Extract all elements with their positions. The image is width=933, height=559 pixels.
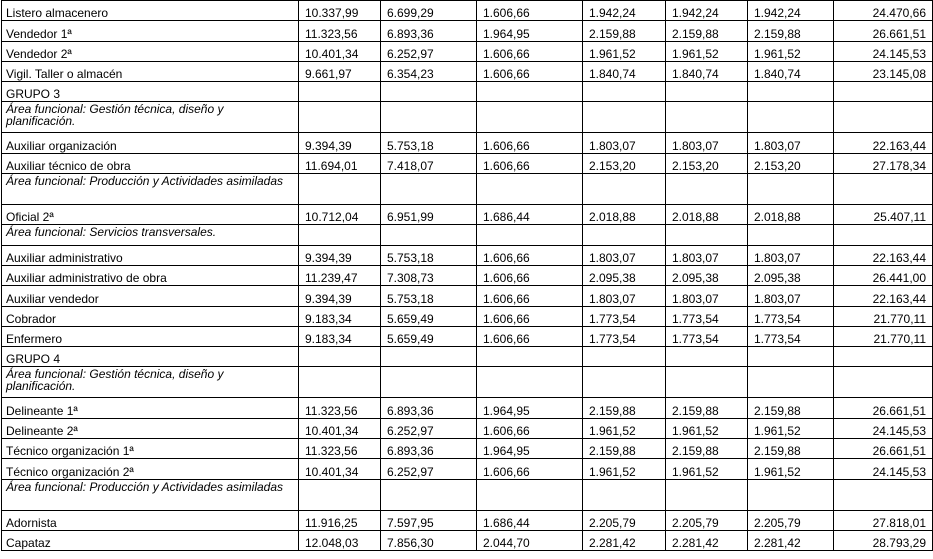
amount-cell: 2.018,88 (748, 205, 834, 225)
amount-cell: 7.418,07 (381, 153, 477, 173)
total-cell: 26.661,51 (834, 398, 933, 418)
total-cell: 27.178,34 (834, 153, 933, 173)
empty-cell (477, 82, 583, 102)
total-cell: 23.145,08 (834, 61, 933, 81)
amount-cell: 7.308,73 (381, 265, 477, 285)
total-cell: 28.793,29 (834, 530, 933, 550)
table-row (2, 265, 933, 285)
area-heading-row (2, 225, 933, 245)
total-cell: 24.145,53 (834, 41, 933, 61)
empty-cell (834, 225, 933, 245)
amount-cell: 6.893,36 (381, 21, 477, 41)
table-row (2, 418, 933, 438)
amount-cell: 1.803,07 (748, 245, 834, 265)
total-cell: 24.470,66 (834, 1, 933, 21)
amount-cell: 1.803,07 (666, 245, 748, 265)
empty-cell (834, 82, 933, 102)
empty-cell (666, 174, 748, 205)
amount-cell: 5.753,18 (381, 286, 477, 306)
area-heading-row (2, 102, 933, 133)
empty-cell (748, 102, 834, 133)
amount-cell: 6.951,99 (381, 205, 477, 225)
empty-cell (299, 347, 381, 367)
area-heading-row (2, 479, 933, 510)
empty-cell (834, 174, 933, 205)
category-label: Vigil. Taller o almacén (2, 61, 299, 81)
amount-cell: 6.893,36 (381, 398, 477, 418)
category-label: Vendedor 2ª (2, 41, 299, 61)
table-row (2, 286, 933, 306)
amount-cell: 7.597,95 (381, 510, 477, 530)
group-heading: GRUPO 4 (2, 347, 299, 367)
empty-cell (583, 82, 666, 102)
amount-cell: 9.661,97 (299, 61, 381, 81)
empty-cell (666, 479, 748, 510)
category-label: Técnico organización 2ª (2, 459, 299, 479)
empty-cell (299, 225, 381, 245)
amount-cell: 1.961,52 (748, 41, 834, 61)
category-label: Delineante 2ª (2, 418, 299, 438)
table-row (2, 61, 933, 81)
amount-cell: 1.942,24 (666, 1, 748, 21)
table-row (2, 1, 933, 21)
category-label: Oficial 2ª (2, 205, 299, 225)
salary-table-body (2, 1, 933, 551)
empty-cell (583, 102, 666, 133)
amount-cell: 2.159,88 (666, 439, 748, 459)
amount-cell: 9.394,39 (299, 245, 381, 265)
amount-cell: 2.205,79 (583, 510, 666, 530)
amount-cell: 2.095,38 (583, 265, 666, 285)
amount-cell: 2.159,88 (748, 21, 834, 41)
empty-cell (381, 102, 477, 133)
category-label: Auxiliar organización (2, 133, 299, 153)
amount-cell: 1.961,52 (748, 459, 834, 479)
amount-cell: 1.840,74 (583, 61, 666, 81)
table-row (2, 153, 933, 173)
total-cell: 21.770,11 (834, 326, 933, 346)
category-label: Auxiliar técnico de obra (2, 153, 299, 173)
amount-cell: 1.803,07 (748, 133, 834, 153)
amount-cell: 1.606,66 (477, 245, 583, 265)
amount-cell: 2.018,88 (666, 205, 748, 225)
amount-cell: 1.773,54 (666, 326, 748, 346)
amount-cell: 2.159,88 (748, 439, 834, 459)
category-label: Enfermero (2, 326, 299, 346)
amount-cell: 1.803,07 (666, 286, 748, 306)
amount-cell: 5.659,49 (381, 306, 477, 326)
amount-cell: 2.153,20 (666, 153, 748, 173)
amount-cell: 9.183,34 (299, 326, 381, 346)
amount-cell: 1.803,07 (583, 245, 666, 265)
amount-cell: 1.606,66 (477, 1, 583, 21)
amount-cell: 12.048,03 (299, 530, 381, 550)
area-heading: Área funcional: Producción y Actividades asimiladas (2, 479, 299, 510)
category-label: Delineante 1ª (2, 398, 299, 418)
total-cell: 22.163,44 (834, 245, 933, 265)
amount-cell: 6.699,29 (381, 1, 477, 21)
amount-cell: 1.961,52 (583, 418, 666, 438)
total-cell: 25.407,11 (834, 205, 933, 225)
empty-cell (583, 347, 666, 367)
amount-cell: 1.961,52 (666, 459, 748, 479)
table-row (2, 510, 933, 530)
amount-cell: 2.018,88 (583, 205, 666, 225)
amount-cell: 1.964,95 (477, 439, 583, 459)
amount-cell: 2.044,70 (477, 530, 583, 550)
amount-cell: 2.281,42 (748, 530, 834, 550)
amount-cell: 2.159,88 (666, 21, 748, 41)
table-row (2, 41, 933, 61)
amount-cell: 1.961,52 (583, 41, 666, 61)
amount-cell: 2.205,79 (666, 510, 748, 530)
area-heading-row (2, 174, 933, 205)
empty-cell (748, 367, 834, 398)
total-cell: 26.661,51 (834, 21, 933, 41)
group-header-row (2, 82, 933, 102)
amount-cell: 1.606,66 (477, 133, 583, 153)
empty-cell (583, 174, 666, 205)
empty-cell (381, 347, 477, 367)
empty-cell (381, 82, 477, 102)
amount-cell: 2.095,38 (666, 265, 748, 285)
empty-cell (666, 347, 748, 367)
category-label: Técnico organización 1ª (2, 439, 299, 459)
empty-cell (583, 367, 666, 398)
empty-cell (666, 225, 748, 245)
amount-cell: 2.159,88 (583, 398, 666, 418)
empty-cell (834, 347, 933, 367)
amount-cell: 11.323,56 (299, 21, 381, 41)
amount-cell: 10.337,99 (299, 1, 381, 21)
amount-cell: 1.606,66 (477, 326, 583, 346)
table-row (2, 205, 933, 225)
empty-cell (666, 102, 748, 133)
category-label: Auxiliar administrativo (2, 245, 299, 265)
empty-cell (748, 174, 834, 205)
amount-cell: 5.659,49 (381, 326, 477, 346)
amount-cell: 11.916,25 (299, 510, 381, 530)
table-row (2, 398, 933, 418)
amount-cell: 1.961,52 (666, 418, 748, 438)
amount-cell: 1.773,54 (666, 306, 748, 326)
amount-cell: 9.394,39 (299, 286, 381, 306)
area-heading-row (2, 367, 933, 398)
empty-cell (477, 367, 583, 398)
category-label: Vendedor 1ª (2, 21, 299, 41)
amount-cell: 1.606,66 (477, 286, 583, 306)
table-row (2, 21, 933, 41)
total-cell: 24.145,53 (834, 459, 933, 479)
amount-cell: 1.606,66 (477, 265, 583, 285)
amount-cell: 1.606,66 (477, 41, 583, 61)
area-heading: Área funcional: Producción y Actividades asimiladas (2, 174, 299, 205)
empty-cell (381, 174, 477, 205)
amount-cell: 6.354,23 (381, 61, 477, 81)
amount-cell: 5.753,18 (381, 133, 477, 153)
amount-cell: 1.773,54 (583, 326, 666, 346)
empty-cell (299, 82, 381, 102)
empty-cell (299, 479, 381, 510)
empty-cell (834, 367, 933, 398)
amount-cell: 1.840,74 (666, 61, 748, 81)
table-row (2, 326, 933, 346)
empty-cell (477, 225, 583, 245)
amount-cell: 6.252,97 (381, 459, 477, 479)
table-row (2, 245, 933, 265)
table-row (2, 306, 933, 326)
group-header-row (2, 347, 933, 367)
empty-cell (381, 225, 477, 245)
amount-cell: 6.252,97 (381, 418, 477, 438)
area-heading: Área funcional: Gestión técnica, diseño y planificación. (2, 102, 299, 133)
total-cell: 26.661,51 (834, 439, 933, 459)
amount-cell: 11.323,56 (299, 398, 381, 418)
total-cell: 27.818,01 (834, 510, 933, 530)
empty-cell (299, 367, 381, 398)
amount-cell: 2.205,79 (748, 510, 834, 530)
amount-cell: 2.095,38 (748, 265, 834, 285)
amount-cell: 1.606,66 (477, 459, 583, 479)
empty-cell (666, 82, 748, 102)
empty-cell (583, 225, 666, 245)
amount-cell: 1.606,66 (477, 418, 583, 438)
empty-cell (477, 479, 583, 510)
area-heading: Área funcional: Gestión técnica, diseño y planificación. (2, 367, 299, 398)
amount-cell: 9.183,34 (299, 306, 381, 326)
amount-cell: 1.606,66 (477, 306, 583, 326)
amount-cell: 1.803,07 (583, 286, 666, 306)
empty-cell (748, 479, 834, 510)
empty-cell (477, 347, 583, 367)
category-label: Auxiliar administrativo de obra (2, 265, 299, 285)
amount-cell: 1.606,66 (477, 61, 583, 81)
amount-cell: 7.856,30 (381, 530, 477, 550)
category-label: Cobrador (2, 306, 299, 326)
empty-cell (381, 367, 477, 398)
amount-cell: 1.773,54 (748, 326, 834, 346)
empty-cell (834, 102, 933, 133)
amount-cell: 1.961,52 (583, 459, 666, 479)
amount-cell: 10.401,34 (299, 459, 381, 479)
category-label: Adornista (2, 510, 299, 530)
empty-cell (299, 102, 381, 133)
table-row (2, 459, 933, 479)
total-cell: 21.770,11 (834, 306, 933, 326)
amount-cell: 2.159,88 (583, 21, 666, 41)
amount-cell: 2.159,88 (748, 398, 834, 418)
amount-cell: 1.773,54 (748, 306, 834, 326)
amount-cell: 11.323,56 (299, 439, 381, 459)
amount-cell: 1.803,07 (583, 133, 666, 153)
empty-cell (299, 174, 381, 205)
amount-cell: 6.252,97 (381, 41, 477, 61)
category-label: Listero almacenero (2, 1, 299, 21)
table-row (2, 530, 933, 550)
empty-cell (381, 479, 477, 510)
salary-table (1, 0, 933, 551)
amount-cell: 10.401,34 (299, 418, 381, 438)
empty-cell (748, 225, 834, 245)
area-heading: Área funcional: Servicios transversales. (2, 225, 299, 245)
table-row (2, 439, 933, 459)
amount-cell: 1.840,74 (748, 61, 834, 81)
amount-cell: 1.961,52 (748, 418, 834, 438)
amount-cell: 2.281,42 (583, 530, 666, 550)
amount-cell: 9.394,39 (299, 133, 381, 153)
amount-cell: 6.893,36 (381, 439, 477, 459)
amount-cell: 11.239,47 (299, 265, 381, 285)
empty-cell (583, 479, 666, 510)
amount-cell: 5.753,18 (381, 245, 477, 265)
amount-cell: 2.159,88 (583, 439, 666, 459)
amount-cell: 2.153,20 (748, 153, 834, 173)
amount-cell: 1.803,07 (666, 133, 748, 153)
amount-cell: 1.964,95 (477, 398, 583, 418)
empty-cell (477, 102, 583, 133)
total-cell: 24.145,53 (834, 418, 933, 438)
amount-cell: 1.964,95 (477, 21, 583, 41)
amount-cell: 2.159,88 (666, 398, 748, 418)
amount-cell: 1.773,54 (583, 306, 666, 326)
amount-cell: 10.712,04 (299, 205, 381, 225)
group-heading: GRUPO 3 (2, 82, 299, 102)
amount-cell: 1.686,44 (477, 510, 583, 530)
amount-cell: 1.942,24 (583, 1, 666, 21)
total-cell: 26.441,00 (834, 265, 933, 285)
empty-cell (477, 174, 583, 205)
empty-cell (748, 347, 834, 367)
amount-cell: 1.686,44 (477, 205, 583, 225)
amount-cell: 1.961,52 (666, 41, 748, 61)
amount-cell: 10.401,34 (299, 41, 381, 61)
empty-cell (666, 367, 748, 398)
category-label: Auxiliar vendedor (2, 286, 299, 306)
amount-cell: 1.942,24 (748, 1, 834, 21)
amount-cell: 2.153,20 (583, 153, 666, 173)
amount-cell: 1.803,07 (748, 286, 834, 306)
amount-cell: 2.281,42 (666, 530, 748, 550)
amount-cell: 11.694,01 (299, 153, 381, 173)
total-cell: 22.163,44 (834, 133, 933, 153)
total-cell: 22.163,44 (834, 286, 933, 306)
empty-cell (748, 82, 834, 102)
category-label: Capataz (2, 530, 299, 550)
table-row (2, 133, 933, 153)
amount-cell: 1.606,66 (477, 153, 583, 173)
empty-cell (834, 479, 933, 510)
